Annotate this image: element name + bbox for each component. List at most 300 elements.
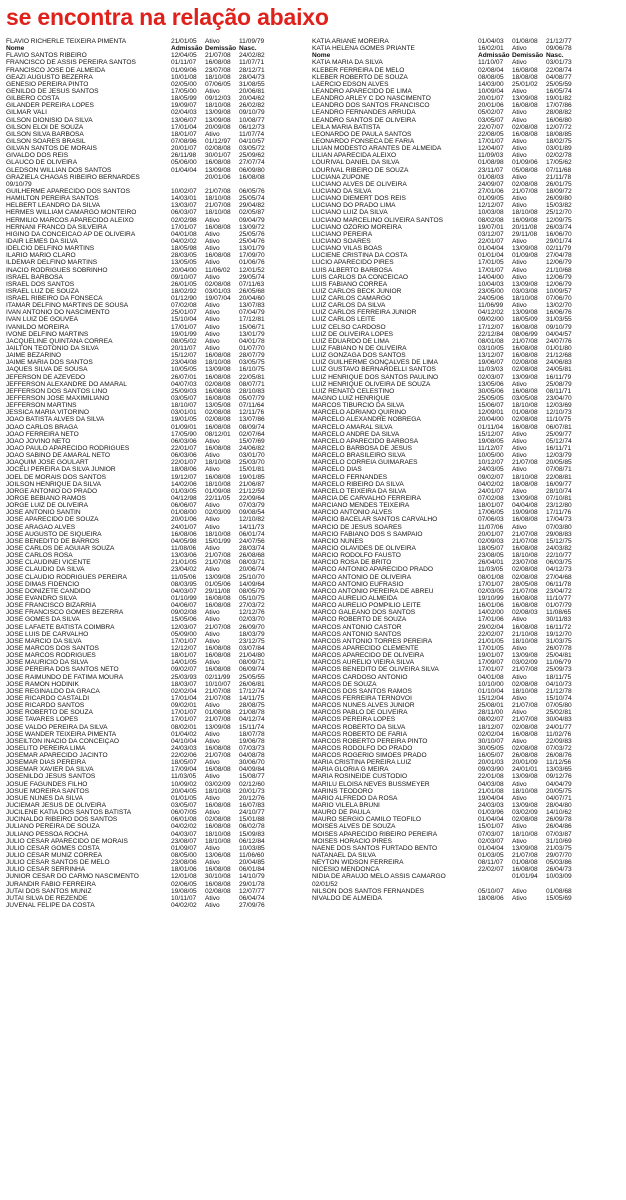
table-row xyxy=(6,638,308,645)
nascimento-cell: 09/10/79 xyxy=(239,109,265,117)
demissao-cell: Ativo xyxy=(512,466,527,474)
admissao-cell: 10/05/00 xyxy=(478,452,504,460)
admissao-cell: 20/01/06 xyxy=(478,102,504,110)
demissao-cell: 13/05/08 xyxy=(205,402,231,410)
admissao-cell: 10/05/05 xyxy=(171,366,197,374)
name-cell: JUNIOR CESAR DO CARMO NASCIMENTO xyxy=(6,873,139,881)
admissao-cell: 02/09/03 xyxy=(478,537,504,545)
demissao-cell: 08/06/99 xyxy=(512,330,538,338)
nascimento-cell: 26/05/68 xyxy=(239,287,265,295)
admissao-cell: 17/09/07 xyxy=(478,659,504,667)
table-row xyxy=(312,138,622,145)
nascimento-cell: 27/07/74 xyxy=(239,159,265,167)
table-row xyxy=(6,852,308,859)
name-cell: JEFFERSON DOS SANTOS LINO xyxy=(6,387,108,395)
table-row xyxy=(312,316,622,323)
table-row xyxy=(312,359,622,366)
admissao-cell: 04/05/98 xyxy=(171,537,197,545)
admissao-cell: 04/03/07 xyxy=(171,830,197,838)
name-cell: MARCELO ALEXANDRE NOBREGA xyxy=(312,416,421,424)
table-row xyxy=(6,495,308,502)
name-cell: MARCOS ROBERTO DA SILVA xyxy=(312,723,406,731)
demissao-cell: 02/08/08 xyxy=(512,680,538,688)
nascimento-cell: 21/12/68 xyxy=(546,352,572,360)
nascimento-cell: 01/01/80 xyxy=(546,345,572,353)
name-cell: NIDIA DE ARAUJO MELO ASSIS CAMARGO xyxy=(312,873,446,881)
admissao-cell: 25/09/03 xyxy=(171,387,197,395)
admissao-cell: 25/03/93 xyxy=(171,673,197,681)
admissao-cell: 08/01/08 xyxy=(478,337,504,345)
demissao-cell: 16/08/08 xyxy=(205,880,231,888)
admissao-cell: 04/10/04 xyxy=(171,737,197,745)
table-row xyxy=(6,67,308,74)
table-row xyxy=(6,631,308,638)
nascimento-cell: 04/10/57 xyxy=(239,137,265,145)
admissao-cell: 18/10/07 xyxy=(171,402,197,410)
nascimento-cell: 17/11/76 xyxy=(546,509,572,517)
table-row xyxy=(312,524,622,531)
admissao-cell: 08/05/02 xyxy=(171,337,197,345)
demissao-cell: 22/11/05 xyxy=(205,495,231,502)
demissao-cell: 18/10/08 xyxy=(205,73,231,81)
table-row xyxy=(312,388,622,395)
nascimento-cell: 12/07/77 xyxy=(239,887,265,895)
demissao-cell: 01/01/94 xyxy=(512,873,538,881)
table-row xyxy=(312,438,622,445)
admissao-cell: 26/07/01 xyxy=(171,373,197,381)
nascimento-cell: 07/03/87 xyxy=(546,830,572,838)
name-cell: JULIO CESAR GOMES COSTA xyxy=(6,844,100,852)
name-cell: JOSE ARAGAO ALVES xyxy=(6,523,76,531)
name-cell: KLEBER ROBERTO DE SOUZA xyxy=(312,73,408,81)
admissao-cell: 01/08/98 xyxy=(478,159,504,167)
admissao-cell: 19/04/04 xyxy=(478,794,504,802)
nascimento-cell: 06/09/74 xyxy=(239,666,265,674)
admissao-cell: 11/09/03 xyxy=(478,152,504,160)
demissao-cell: 03/02/09 xyxy=(205,780,231,788)
table-row xyxy=(6,117,308,124)
admissao-cell: 13/06/07 xyxy=(171,116,197,124)
admissao-cell: 03/12/07 xyxy=(478,230,504,238)
demissao-cell: 18/10/08 xyxy=(512,830,538,838)
demissao-cell: 13/09/08 xyxy=(512,495,538,502)
demissao-cell: Ativo xyxy=(205,759,220,767)
name-cell: LUIZ CELSO CARDOSO xyxy=(312,323,386,331)
table-row xyxy=(6,445,308,452)
demissao-cell: Ativo xyxy=(512,437,527,445)
name-cell: JOSE REGINALDO DA GRACA xyxy=(6,687,100,695)
name-cell: JOSUE FAGUNDES FILHO xyxy=(6,780,88,788)
nascimento-cell: 25/05/59 xyxy=(546,80,572,88)
table-row xyxy=(6,88,308,95)
table-row xyxy=(312,395,622,402)
nascimento-cell: 07/06/70 xyxy=(546,295,572,303)
demissao-cell: 26/08/08 xyxy=(512,752,538,760)
admissao-cell: 16/05/07 xyxy=(478,752,504,760)
nascimento-cell: 06/02/78 xyxy=(239,823,265,831)
admissao-cell: 15/05/06 xyxy=(171,616,197,624)
table-row xyxy=(312,74,622,81)
nascimento-cell: 24/06/83 xyxy=(546,359,572,367)
nascimento-cell: 20/05/85 xyxy=(546,459,572,467)
table-row xyxy=(6,74,308,81)
name-cell: GILSON SOARES BRASIL xyxy=(6,137,86,145)
admissao-cell: 19/10/99 xyxy=(478,594,504,602)
admissao-cell: 04/02/02 xyxy=(171,902,197,910)
admissao-cell: 17/01/07 xyxy=(171,223,197,231)
nascimento-cell: 28/03/74 xyxy=(239,544,265,552)
nascimento-cell: 15/08/77 xyxy=(239,773,265,781)
name-cell: LUCIANO SOARES xyxy=(312,237,371,245)
name-cell: LUCIANO DO PRADO LIMA xyxy=(312,202,396,210)
name-cell: INACIO RODRIGUES SOBRINHO xyxy=(6,266,108,274)
name-cell: Nome xyxy=(312,52,331,60)
table-row xyxy=(6,566,308,573)
demissao-cell: 13/09/08 xyxy=(512,844,538,852)
table-row xyxy=(6,888,308,895)
table-row xyxy=(6,823,308,830)
demissao-cell: Ativo xyxy=(512,145,527,153)
admissao-cell: 08/03/95 xyxy=(171,580,197,588)
name-cell: MARCOS PABLO DE OLIVEIRA xyxy=(312,709,408,717)
demissao-cell: 23/07/08 xyxy=(205,66,231,74)
table-row xyxy=(312,252,622,259)
table-row xyxy=(312,481,622,488)
nascimento-cell: 20/06/74 xyxy=(239,566,265,574)
demissao-cell: 18/10/08 xyxy=(205,480,231,488)
table-row xyxy=(312,659,622,666)
nascimento-cell: 08/03/71 xyxy=(239,559,265,567)
name-cell: JOSE EVANDRO SILVA xyxy=(6,594,77,602)
table-row xyxy=(312,217,622,224)
demissao-cell: 02/08/08 xyxy=(512,573,538,581)
name-cell: JULIO CESAR SERRINHA xyxy=(6,866,86,874)
demissao-cell: Ativo xyxy=(512,273,527,281)
table-row xyxy=(312,574,622,581)
name-cell: HIGINO DA CONCEICAO AP DE OLIVEIRA xyxy=(6,230,136,238)
nascimento-cell: 19/01/85 xyxy=(239,473,265,481)
table-row xyxy=(312,474,622,481)
admissao-cell: 20/04/05 xyxy=(171,787,197,795)
table-row xyxy=(6,138,308,145)
table-row xyxy=(312,238,622,245)
name-cell: GRAZIELA CHAGAS RIBEIRO BERNARDES xyxy=(6,173,140,181)
admissao-cell: 18/05/99 xyxy=(171,95,197,103)
table-row xyxy=(312,745,622,752)
nascimento-cell: 26/02/82 xyxy=(239,102,265,110)
name-cell: 02/01/52 xyxy=(312,880,338,888)
name-cell: LILIAN MODESTO ARANTES DE ALMEIDA xyxy=(312,145,442,153)
admissao-cell: 07/06/03 xyxy=(478,516,504,524)
admissao-cell: 12/01/08 xyxy=(171,873,197,881)
table-row xyxy=(312,109,622,116)
admissao-cell: 15/12/07 xyxy=(171,352,197,360)
admissao-cell: 14/04/00 xyxy=(478,273,504,281)
name-cell: LUIZ GUILHERME GONÇALVES DE LIMA xyxy=(312,359,438,367)
nascimento-cell: 04/10/73 xyxy=(546,680,572,688)
demissao-cell: 18/10/08 xyxy=(205,830,231,838)
name-cell: HELBERT LEANDRO DA SILVA xyxy=(6,202,101,210)
name-cell: JUCILENE KATIA DOS SANTOS BATISTA xyxy=(6,809,132,817)
table-row xyxy=(312,381,622,388)
name-cell: IVAN ANTONIO DO NASCIMENTO xyxy=(6,309,110,317)
table-row xyxy=(6,873,308,880)
table-row xyxy=(312,816,622,823)
nascimento-cell: 02/05/87 xyxy=(239,209,265,217)
admissao-cell: 20/01/03 xyxy=(478,759,504,767)
admissao-cell: 22/01/07 xyxy=(478,237,504,245)
table-row xyxy=(6,559,308,566)
name-cell: LUIZ HENRIQUE OLIVEIRA DE SOUZA xyxy=(312,380,431,388)
name-cell: JOAO SABINO DE AMARAL NETO xyxy=(6,452,111,460)
table-row xyxy=(312,609,622,616)
demissao-cell: 16/08/08 xyxy=(205,652,231,660)
nascimento-cell: 12/06/79 xyxy=(546,280,572,288)
demissao-cell: 13/09/08 xyxy=(512,309,538,317)
admissao-cell: 07/02/08 xyxy=(171,302,197,310)
name-cell: 09/10/79 xyxy=(6,180,32,188)
nascimento-cell: 24/07/56 xyxy=(239,537,265,545)
nascimento-cell: 15/09/83 xyxy=(239,830,265,838)
table-row xyxy=(312,545,622,552)
name-cell: ISRAEL LUZ DE SOUZA xyxy=(6,287,80,295)
nascimento-cell: 26/08/68 xyxy=(239,552,265,560)
demissao-cell: 25/01/02 xyxy=(512,80,538,88)
demissao-cell: Ativo xyxy=(205,616,220,624)
name-cell: JUCIEMAR JESUS DE OLIVEIRA xyxy=(6,802,107,810)
nascimento-cell: 16/07/83 xyxy=(239,802,265,810)
table-row xyxy=(6,345,308,352)
admissao-cell: 13/03/06 xyxy=(171,552,197,560)
demissao-cell: Ativo xyxy=(205,844,220,852)
nascimento-cell: 04/09/84 xyxy=(239,766,265,774)
demissao-cell: 16/08/08 xyxy=(205,159,231,167)
name-cell: JOSE DIMAS FIDENCIO xyxy=(6,580,80,588)
nascimento-cell: 25/12/70 xyxy=(546,209,572,217)
name-cell: KATIA ARIANE MOREIRA xyxy=(312,38,389,45)
table-row xyxy=(312,766,622,773)
demissao-cell: Ativo xyxy=(205,630,220,638)
nascimento-cell: 07/11/68 xyxy=(546,166,572,174)
admissao-cell: 17/01/07 xyxy=(171,637,197,645)
table-row xyxy=(312,95,622,102)
table-row xyxy=(312,731,622,738)
table-row xyxy=(312,295,622,302)
demissao-cell: 16/08/08 xyxy=(205,445,231,453)
table-row xyxy=(6,224,308,231)
demissao-cell: 16/08/08 xyxy=(512,323,538,331)
admissao-cell: 26/01/05 xyxy=(171,280,197,288)
name-cell: JOAO FERREIRA NETO xyxy=(6,430,79,438)
admissao-cell: 09/02/07 xyxy=(478,473,504,481)
name-cell: LUCIANO MARCELINO OLIVEIRA SANTOS xyxy=(312,216,444,224)
nascimento-cell: 23/12/80 xyxy=(546,502,572,510)
nascimento-cell: 07/11/64 xyxy=(239,402,265,410)
table-row xyxy=(312,866,622,873)
nascimento-cell: 26/07/78 xyxy=(546,644,572,652)
name-cell: JAIME MARIA DOS SANTOS xyxy=(6,359,93,367)
demissao-cell: Ativo xyxy=(512,380,527,388)
name-cell: JOSE RAMON HODINIK xyxy=(6,680,79,688)
nascimento-cell: 25/02/81 xyxy=(546,709,572,717)
admissao-cell: 01/08/03 xyxy=(478,173,504,181)
nascimento-cell: 12/10/73 xyxy=(546,409,572,417)
admissao-cell xyxy=(478,873,512,880)
nascimento-cell: 08/09/74 xyxy=(239,423,265,431)
demissao-cell: 18/10/08 xyxy=(512,552,538,560)
table-row xyxy=(6,452,308,459)
name-cell: ITAMAR DELFINO MARTINS DE SOUSA xyxy=(6,302,129,310)
admissao-cell: 02/08/04 xyxy=(478,66,504,74)
table-row xyxy=(6,802,308,809)
demissao-cell: Ativo xyxy=(205,659,220,667)
nascimento-cell: 16/08/08 xyxy=(239,173,265,181)
name-cell: JOSE APARECIDO DE SOUZA xyxy=(6,516,99,524)
table-row xyxy=(6,338,308,345)
demissao-cell: Ativo xyxy=(512,887,527,895)
nascimento-cell: 20/06/81 xyxy=(239,87,265,95)
name-cell: HERMES WILLIAM CAMARGO MONTEIRO xyxy=(6,209,137,217)
admissao-cell: 19/08/05 xyxy=(478,437,504,445)
demissao-cell: Ativo xyxy=(205,544,220,552)
admissao-cell: 06/03/06 xyxy=(171,437,197,445)
nascimento-cell: 28/04/80 xyxy=(546,802,572,810)
admissao-cell: Admissão xyxy=(171,45,203,53)
demissao-cell: Ativo xyxy=(205,637,220,645)
nascimento-cell: 31/08/55 xyxy=(239,80,265,88)
admissao-cell: 02/03/07 xyxy=(478,373,504,381)
nascimento-cell: 31/03/55 xyxy=(546,316,572,324)
nascimento-cell: 13/01/79 xyxy=(239,245,265,253)
table-row xyxy=(6,838,308,845)
table-row xyxy=(312,231,622,238)
admissao-cell: 02/02/98 xyxy=(171,216,197,224)
demissao-cell: 18/08/08 xyxy=(512,480,538,488)
nascimento-cell: 07/11/63 xyxy=(239,280,265,288)
demissao-cell: 20/11/08 xyxy=(512,223,538,231)
admissao-cell: 15/12/04 xyxy=(478,694,504,702)
nascimento-cell: 14/09/64 xyxy=(239,580,265,588)
admissao-cell: 22/01/08 xyxy=(478,773,504,781)
name-cell: JOSEMAR DIAS PEREIRA xyxy=(6,759,86,767)
admissao-cell: 04/02/02 xyxy=(171,237,197,245)
name-cell: JOEL DE MORAIS DOS SANTOS xyxy=(6,473,107,481)
nascimento-cell: 04/08/78 xyxy=(239,752,265,760)
nascimento-cell: 21/06/87 xyxy=(239,480,265,488)
table-row xyxy=(6,502,308,509)
demissao-cell: 13/06/08 xyxy=(205,852,231,860)
admissao-cell: 01/01/05 xyxy=(171,794,197,802)
admissao-cell: 04/06/07 xyxy=(171,602,197,610)
admissao-cell: 21/01/05 xyxy=(478,637,504,645)
nascimento-cell: 26/01/75 xyxy=(546,180,572,188)
name-cell: JOSE ANTONIO SANTIN xyxy=(6,509,81,517)
admissao-cell: 13/05/05 xyxy=(171,259,197,267)
table-row xyxy=(312,509,622,516)
table-row xyxy=(6,209,308,216)
admissao-cell: 23/05/00 xyxy=(478,287,504,295)
table-row xyxy=(6,238,308,245)
name-cell: JULIO CESAR SANTOS DE MELO xyxy=(6,859,110,867)
name-cell: JOSE FRANCISCO BIZARRIA xyxy=(6,602,97,610)
admissao-cell: 03/05/07 xyxy=(171,395,197,403)
admissao-cell: 21/01/05 xyxy=(171,38,197,45)
name-cell: LUIZ CARLOS DA SILVA xyxy=(312,302,386,310)
demissao-cell: 21/07/08 xyxy=(512,852,538,860)
admissao-cell: 12/03/07 xyxy=(171,623,197,631)
admissao-cell: 09/02/01 xyxy=(171,702,197,710)
demissao-cell: 21/07/08 xyxy=(205,202,231,210)
admissao-cell: 17/01/04 xyxy=(171,694,197,702)
admissao-cell: 18/01/06 xyxy=(171,866,197,874)
admissao-cell: 20/04/00 xyxy=(171,266,197,274)
table-row xyxy=(6,795,308,802)
demissao-cell: 16/08/08 xyxy=(205,223,231,231)
nascimento-cell: 16/10/75 xyxy=(239,366,265,374)
name-cell: JOSE MARCOS RODRIGUES xyxy=(6,652,96,660)
nascimento-cell: 09/12/76 xyxy=(546,773,572,781)
name-cell: MARCOS ANTONIO TORRES PEREIRA xyxy=(312,637,433,645)
demissao-cell: Ativo xyxy=(512,616,527,624)
table-row xyxy=(6,524,308,531)
nascimento-cell: 06/12/73 xyxy=(239,123,265,131)
admissao-cell: 17/05/00 xyxy=(171,87,197,95)
table-row xyxy=(6,109,308,116)
admissao-cell: 26/04/01 xyxy=(478,559,504,567)
demissao-cell: 21/07/08 xyxy=(205,623,231,631)
name-cell: JOSEILTON INACIO DA CONCEIÇÃO xyxy=(6,737,119,745)
nascimento-cell: 07/03/80 xyxy=(546,523,572,531)
demissao-cell: 16/08/08 xyxy=(512,102,538,110)
demissao-cell: Ativo xyxy=(205,502,220,510)
nascimento-cell: 14/10/79 xyxy=(239,873,265,881)
nascimento-cell: 12/07/72 xyxy=(546,123,572,131)
nascimento-cell: 25/04/81 xyxy=(546,652,572,660)
table-row xyxy=(312,445,622,452)
admissao-cell: 17/01/05 xyxy=(478,259,504,267)
demissao-cell: 07/06/05 xyxy=(205,80,231,88)
admissao-cell: 08/02/07 xyxy=(478,716,504,724)
admissao-cell: 11/03/05 xyxy=(478,566,504,574)
name-cell: JOSE LUIS DE CARVALHO xyxy=(6,630,89,638)
admissao-cell: 17/01/07 xyxy=(478,266,504,274)
nascimento-cell: 12/06/79 xyxy=(546,259,572,267)
nascimento-cell: 05/03/86 xyxy=(546,859,572,867)
demissao-cell: 23/07/08 xyxy=(512,559,538,567)
table-row xyxy=(6,688,308,695)
name-cell: JULIANO PEREIRA DE SOUZA xyxy=(6,823,100,831)
name-cell: JOSE CLAUDINEI VICENTE xyxy=(6,559,91,567)
name-cell: GENESIO PEREIRA PINTO xyxy=(6,80,89,88)
name-cell: Nome xyxy=(6,45,25,53)
demissao-cell: 18/10/08 xyxy=(512,473,538,481)
demissao-cell: Ativo xyxy=(205,38,220,45)
admissao-cell: 24/05/06 xyxy=(478,295,504,303)
table-row xyxy=(312,888,622,895)
nascimento-cell: 07/08/71 xyxy=(546,466,572,474)
admissao-cell: 17/01/04 xyxy=(171,123,197,131)
admissao-cell: 10/11/07 xyxy=(171,894,197,902)
admissao-cell: 14/01/05 xyxy=(171,659,197,667)
table-row xyxy=(312,274,622,281)
admissao-cell: 15/10/04 xyxy=(171,316,197,324)
nascimento-cell: 06/07/81 xyxy=(546,423,572,431)
nascimento-cell: 07/03/73 xyxy=(239,744,265,752)
name-cell: MARCOS NUNES ALVES JUNIOR xyxy=(312,702,415,710)
demissao-cell: Ativo xyxy=(205,323,220,331)
table-row xyxy=(6,716,308,723)
demissao-cell: Ativo xyxy=(205,452,220,460)
